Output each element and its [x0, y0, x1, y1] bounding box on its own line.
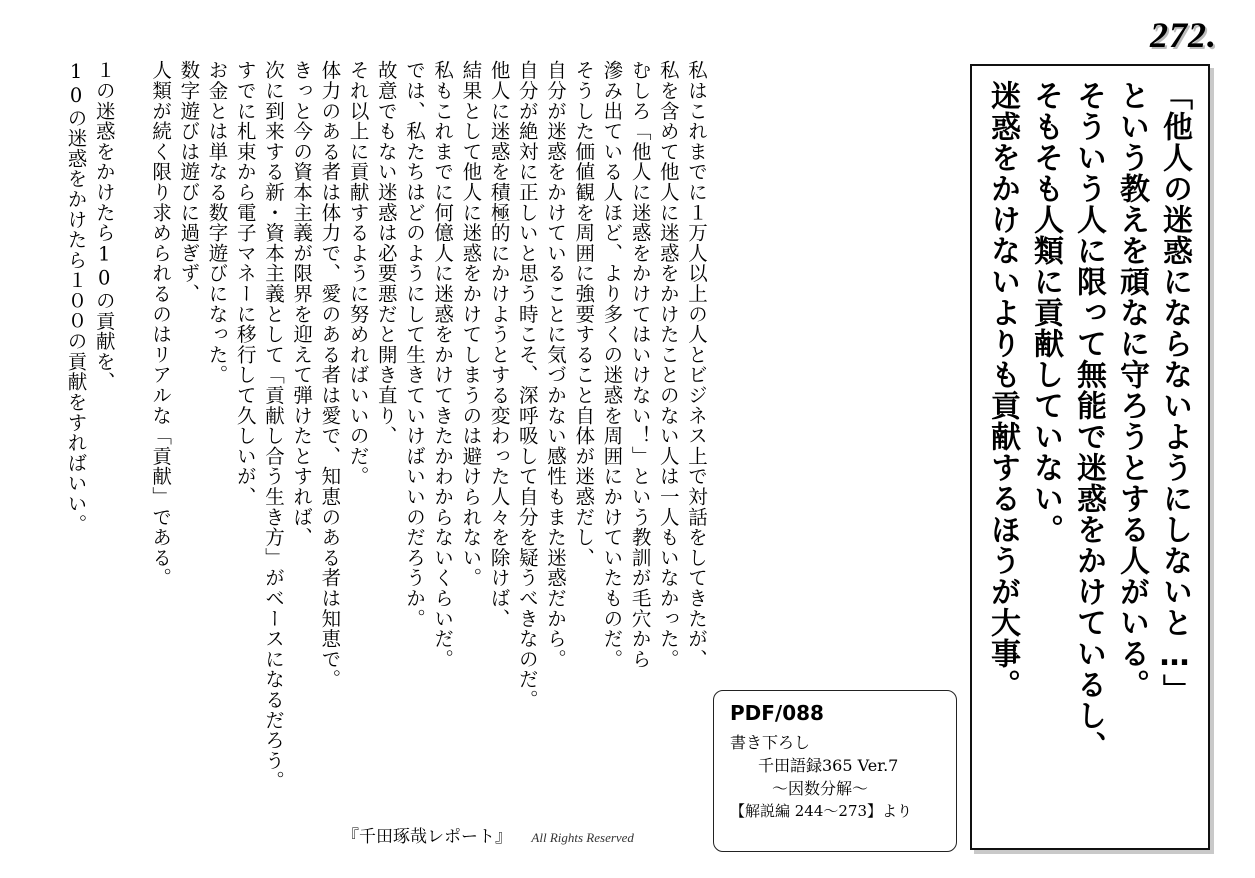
body-line: お金とは単なる数字遊びになった。 [205, 60, 229, 385]
body-line: 自分が絶対に正しいと思う時こそ、深呼吸して自分を疑うべきなのだ。 [515, 60, 539, 710]
body-line: 滲み出ている人ほど、より多くの迷惑を周囲にかけていたものだ。 [600, 60, 624, 669]
headline-line: そういう人に限って無能で迷惑をかけているし、 [1071, 80, 1106, 762]
body-line: 私を含めて他人に迷惑をかけたことのない人は一人もいなかった。 [656, 60, 680, 669]
body-line: 数字遊びは遊びに過ぎず、 [177, 60, 201, 304]
body-line: むしろ「他人に迷惑をかけてはいけない！」という教訓が毛穴から [628, 60, 652, 669]
source-line-4: 【解説編 244～273】より [730, 802, 913, 820]
body-line: 10の迷惑をかけたら１００の貢献をすればいい。 [64, 60, 88, 534]
body-line: １の迷惑をかけたら10の貢献を、 [92, 60, 116, 392]
headline-line: という教えを頑なに守ろうとする人がいる。 [1114, 80, 1149, 700]
body-line: 自分が迷惑をかけていることに気づかない感性もまた迷惑だから。 [543, 60, 567, 669]
source-code: PDF/088 [730, 701, 824, 725]
body-text [61, 60, 710, 840]
headline-line: そもそも人類に貢献していない。 [1028, 80, 1063, 545]
body-line-blank [118, 60, 146, 840]
body-line: では、私たちはどのようにして生きていけばいいのだろうか。 [402, 60, 426, 629]
body-line: きっと今の資本主義が限界を迎えて弾けたとすれば、 [290, 60, 314, 548]
body-line: 他人に迷惑を積極的にかけようとする変わった人々を除けば、 [487, 60, 511, 629]
footer-rights: All Rights Reserved [531, 830, 634, 845]
headline-line: 「他人の迷惑にならないようにしないと…」 [1157, 80, 1192, 705]
headline-text [981, 80, 1196, 840]
footer [342, 822, 634, 847]
headline-line: 迷惑をかけないよりも貢献するほうが大事。 [985, 80, 1020, 700]
body-line: すでに札束から電子マネーに移行して久しいが、 [233, 60, 257, 507]
body-line: それ以上に貢献するように努めればいいのだ。 [346, 60, 370, 487]
source-line-1: 書き下ろし [730, 733, 811, 752]
page-number: 272. [1150, 15, 1217, 55]
source-line-2: 千田語録365 Ver.7 [758, 756, 899, 775]
body-line: 結果として他人に迷惑をかけてしまうのは避けられない。 [459, 60, 483, 588]
body-line: 体力のある者は体力で、愛のある者は愛で、知恵のある者は知恵で。 [318, 60, 342, 690]
body-line: 私もこれまでに何億人に迷惑をかけてきたかわからないくらいだ。 [431, 60, 455, 669]
headline-box [970, 64, 1210, 850]
source-line-3: ～因数分解～ [772, 779, 869, 798]
source-box [713, 690, 957, 852]
body-line: 人類が続く限り求められるのはリアルな「貢献」である。 [149, 60, 173, 588]
body-line: 私はこれまでに１万人以上の人とビジネス上で対話をしてきたが、 [685, 60, 708, 669]
body-line: そうした価値観を周囲に強要すること自体が迷惑だし、 [572, 60, 596, 568]
footer-title: 『千田琢哉レポート』 [342, 827, 512, 847]
body-line: 次に到来する新・資本主義として「貢献し合う生き方」がベースになるだろう。 [261, 60, 285, 791]
body-line: 故意でもない迷惑は必要悪だと開き直り、 [374, 60, 398, 446]
